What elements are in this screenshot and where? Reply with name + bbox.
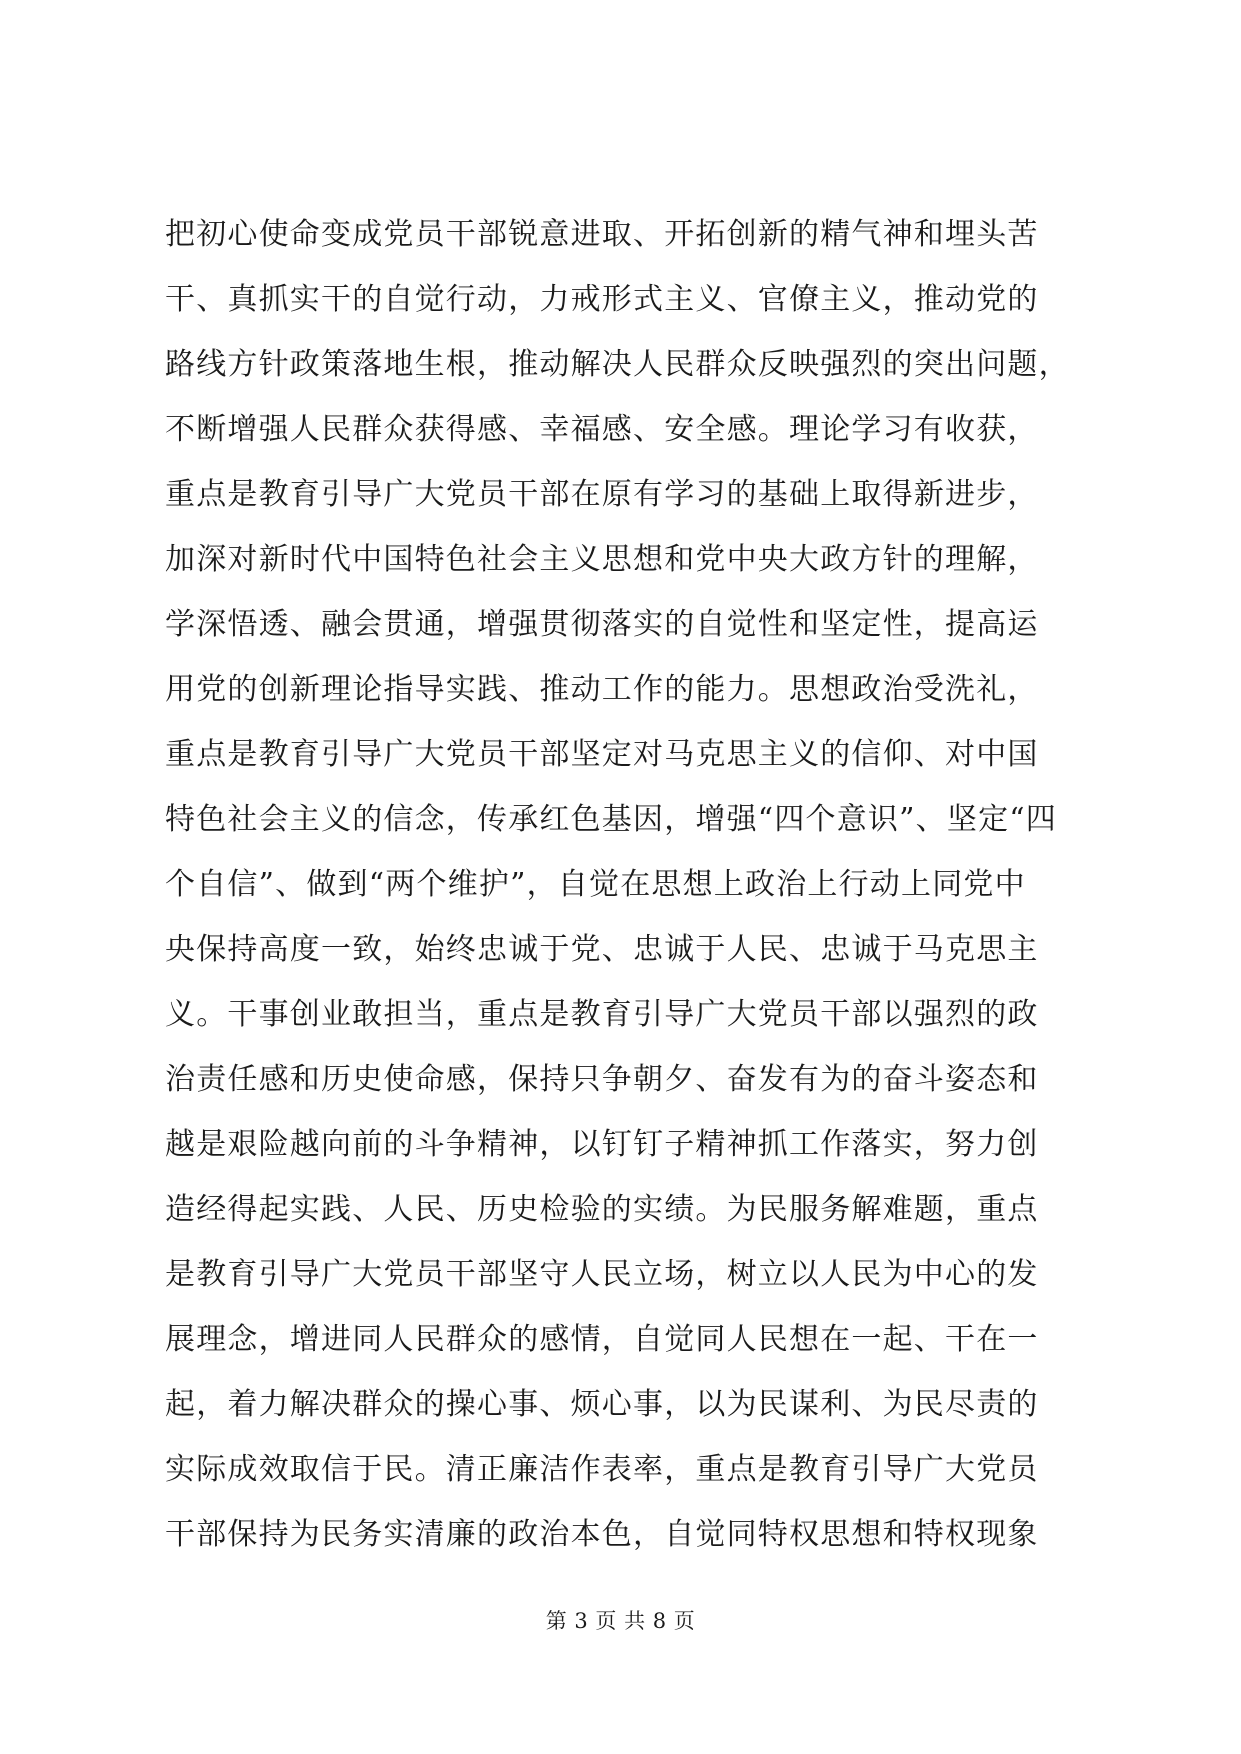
body-text xyxy=(165,202,1125,1567)
text-line: 实际成效取信于民。清正廉洁作表率，重点是教育引导广大党员 xyxy=(165,1452,1039,1487)
text-line: 重点是教育引导广大党员干部在原有学习的基础上取得新进步， xyxy=(165,477,1039,512)
text-line: 不断增强人民群众获得感、幸福感、安全感。理论学习有收获， xyxy=(165,412,1039,447)
text-line: 加深对新时代中国特色社会主义思想和党中央大政方针的理解， xyxy=(165,542,1039,577)
text-line: 把初心使命变成党员干部锐意进取、开拓创新的精气神和埋头苦 xyxy=(165,217,1039,252)
text-line: 越是艰险越向前的斗争精神，以钉钉子精神抓工作落实，努力创 xyxy=(165,1127,1039,1162)
text-line: 个自信”、做到“两个维护”，自觉在思想上政治上行动上同党中 xyxy=(165,867,1026,902)
text-line: 央保持高度一致，始终忠诚于党、忠诚于人民、忠诚于马克思主 xyxy=(165,932,1039,967)
text-line: 用党的创新理论指导实践、推动工作的能力。思想政治受洗礼， xyxy=(165,672,1039,707)
text-line: 学深悟透、融会贯通，增强贯彻落实的自觉性和坚定性，提高运 xyxy=(165,607,1039,642)
text-line: 干部保持为民务实清廉的政治本色，自觉同特权思想和特权现象 xyxy=(165,1517,1039,1552)
text-line: 义。干事创业敢担当，重点是教育引导广大党员干部以强烈的政 xyxy=(165,997,1039,1032)
text-line: 治责任感和历史使命感，保持只争朝夕、奋发有为的奋斗姿态和 xyxy=(165,1062,1039,1097)
text-line: 路线方针政策落地生根，推动解决人民群众反映强烈的突出问题， xyxy=(165,347,1070,382)
text-line: 干、真抓实干的自觉行动，力戒形式主义、官僚主义，推动党的 xyxy=(165,282,1039,317)
page-number-footer: 第 3 页 共 8 页 xyxy=(545,1609,696,1633)
text-line: 特色社会主义的信念，传承红色基因，增强“四个意识”、坚定“四 xyxy=(165,802,1058,837)
text-line: 是教育引导广大党员干部坚守人民立场，树立以人民为中心的发 xyxy=(165,1257,1039,1292)
text-line: 造经得起实践、人民、历史检验的实绩。为民服务解难题，重点 xyxy=(165,1192,1039,1227)
text-line: 重点是教育引导广大党员干部坚定对马克思主义的信仰、对中国 xyxy=(165,737,1039,772)
text-line: 展理念，增进同人民群众的感情，自觉同人民想在一起、干在一 xyxy=(165,1322,1039,1357)
text-line: 起，着力解决群众的操心事、烦心事，以为民谋利、为民尽责的 xyxy=(165,1387,1039,1422)
